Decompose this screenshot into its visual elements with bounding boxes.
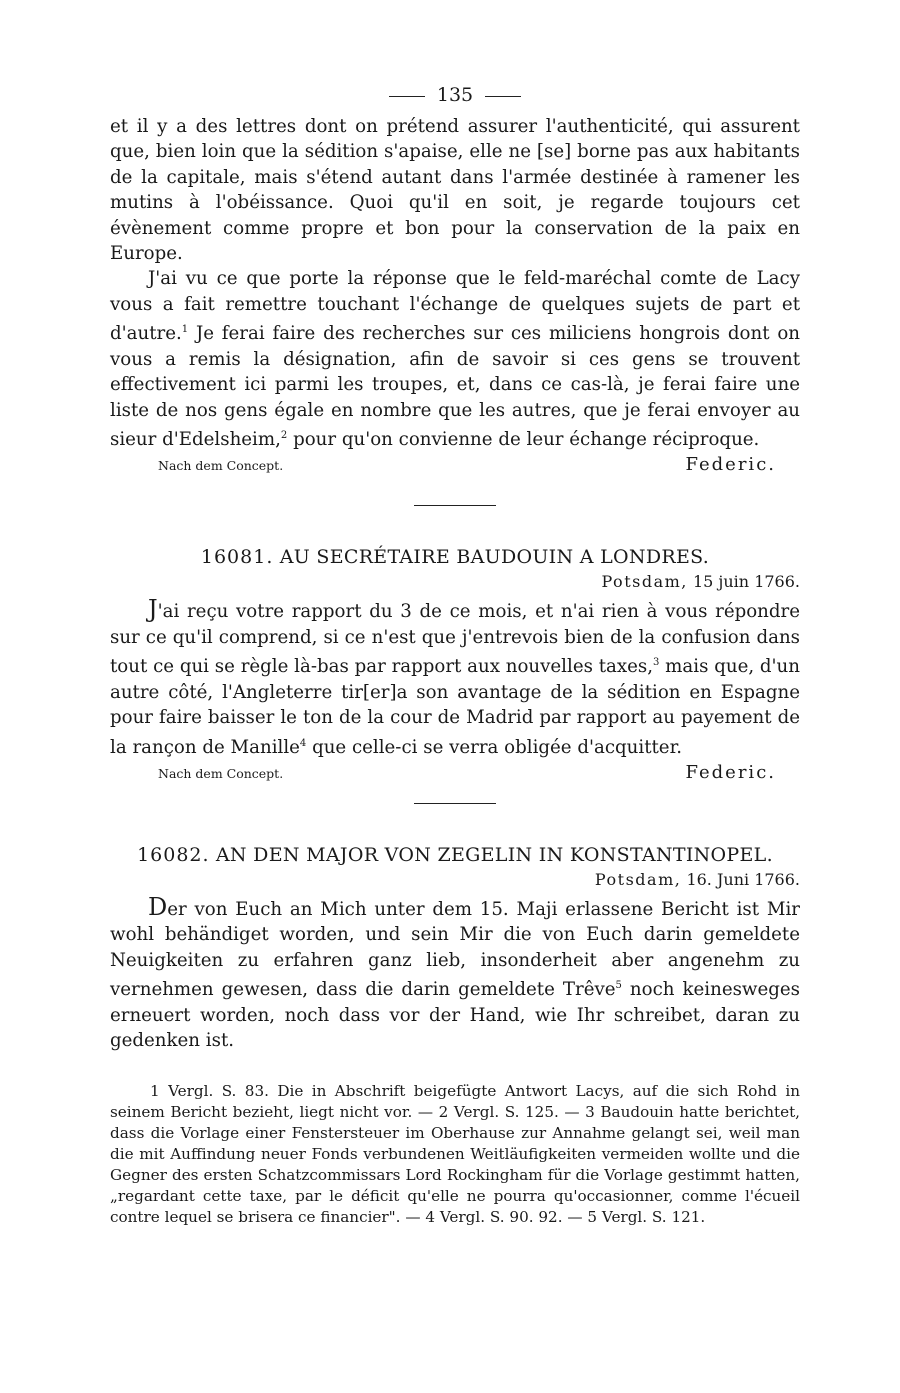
letter-16082-place: Potsdam,: [594, 869, 682, 889]
letter-16082-heading: [110, 844, 800, 866]
letter-16081-sign-row: [110, 762, 800, 783]
intro-paragraph-2b: Je ferai faire des recherches sur ces miliciens hongrois dont on vous a remis la désignation, afin de savoir si ces gens se trouvent effectivement ici parmi les troupes, et, dans ce cas-là, je ferai faire une liste de nos gens égale en nombre que les autres, que je ferai envoyer au sieur d'Edelsheim,: [110, 323, 800, 450]
footnotes: [110, 1081, 800, 1228]
footnote-ref-3: 3: [653, 657, 660, 669]
intro-paragraph-2: [110, 266, 800, 452]
letter-16081-heading: [110, 546, 800, 568]
letter-16081-source: Nach dem Concept.: [158, 765, 284, 781]
letter-16081-title: AU SECRÉTAIRE BAUDOUIN A LONDRES.: [279, 546, 710, 569]
letter-16081-number: 16081.: [200, 546, 274, 569]
section-divider: [414, 803, 496, 804]
letter-16081-signature: Federic.: [685, 761, 776, 783]
letter-16082-dateline: [110, 870, 800, 889]
letter-16081-place: Potsdam,: [601, 572, 688, 592]
letter-16082-date: 16. Juni 1766.: [686, 869, 800, 889]
intro-paragraph-2c: pour qu'on convienne de leur échange réciproque.: [287, 429, 760, 450]
letter-16081-text-c: que celle-ci se verra obligée d'acquitter.: [306, 736, 683, 758]
letter-16081-dateline: [110, 572, 800, 591]
letter-16081-dropcap: J: [148, 595, 158, 624]
section-divider: [414, 505, 496, 506]
page-number: 135: [436, 84, 474, 106]
footnote-ref-2: 2: [280, 429, 288, 441]
intro-signature: Federic.: [685, 454, 776, 476]
intro-paragraph-1: et il y a des lettres dont on prétend assurer l'authenticité, qui assurent que, bien loin que la sédition s'apaise, elle ne [se] borne pas aux habitants de la capitale, mais s'étend autant dans l'armée destinée à ramener les mutins à l'obéissance. Quoi qu'il en soit, je regarde toujours cet évènement comme propre et bon pour la conservation de la paix en Europe.: [110, 116, 800, 265]
letter-16082-dropcap: D: [148, 892, 168, 921]
letter-16082-text-b: noch keinesweges erneuert worden, noch dass vor der Hand, wie Ihr schreibet, daran zu gedenken ist.: [110, 979, 800, 1052]
intro-paragraph-2a: J'ai vu ce que porte la réponse que le feld-maréchal comte de Lacy vous a fait remettre touchant l'échange de quelques sujets de part et d'autre.: [110, 268, 800, 345]
letter-16082-number: 16082.: [137, 843, 210, 866]
letter-16082-body: [110, 892, 800, 1054]
letter-16081-body: [110, 597, 800, 760]
header-dash-left: [389, 96, 425, 97]
letter-16081-date: 15 juin 1766.: [692, 572, 800, 592]
footnote-ref-1: 1: [181, 324, 189, 336]
letter-16081-text-b: mais que, d'un autre côté, l'Angleterre tir[er]a son avantage de la sédition en Espagne pour faire baisser le ton de la cour de Madrid par rapport au payement de la rançon de Manille: [110, 656, 800, 758]
footnote-ref-5: 5: [615, 980, 622, 992]
document-page: [110, 84, 800, 1228]
header-dash-right: [485, 96, 521, 97]
letter-16082-title: AN DEN MAJOR VON ZEGELIN IN KONSTANTINOPEL.: [215, 843, 773, 866]
footnote-ref-4: 4: [299, 737, 307, 749]
letter-16082-text-a: er von Euch an Mich unter dem 15. Maji erlassene Bericht ist Mir wohl behändiget worden, und sein Mir die von Euch darin gemeldete Neuigkeiten zu erfahren ganz lieb, insonderheit aber angenehm zu vernehmen gewesen, dass die darin gemeldete Trêve: [110, 898, 800, 1001]
page-header: [110, 84, 800, 106]
intro-source: Nach dem Concept.: [158, 458, 284, 474]
letter-16081-text-a: 'ai reçu votre rapport du 3 de ce mois, et n'ai rien à vous répondre sur ce qu'il comprend, si ce n'est que j'entrevois bien de la confusion dans tout ce qui se règle là-bas par rapport aux nouvelles taxes,: [110, 601, 800, 678]
footnotes-text: 1 Vergl. S. 83. Die in Abschrift beigefügte Antwort Lacys, auf die sich Rohd in seinem Bericht bezieht, liegt nicht vor. — 2 Vergl. S. 125. — 3 Baudouin hatte berichtet, dass die Vorlage einer Fenstersteuer im Oberhause zur Annahme gelangt sei, weil man die mit Auffindung neuer Fonds verbundenen Weitläufigkeiten vermeiden wollte und die Gegner des ersten Schatzcommissars Lord Rockingham für die Vorlage gestimmt hatten, „regardant cette taxe, par le déficit qu'elle ne pourra qu'occasionner, comme l'écueil contre lequel se brisera ce financier". — 4 Vergl. S. 90. 92. — 5 Vergl. S. 121.: [110, 1082, 800, 1227]
intro-sign-row: [110, 454, 800, 475]
